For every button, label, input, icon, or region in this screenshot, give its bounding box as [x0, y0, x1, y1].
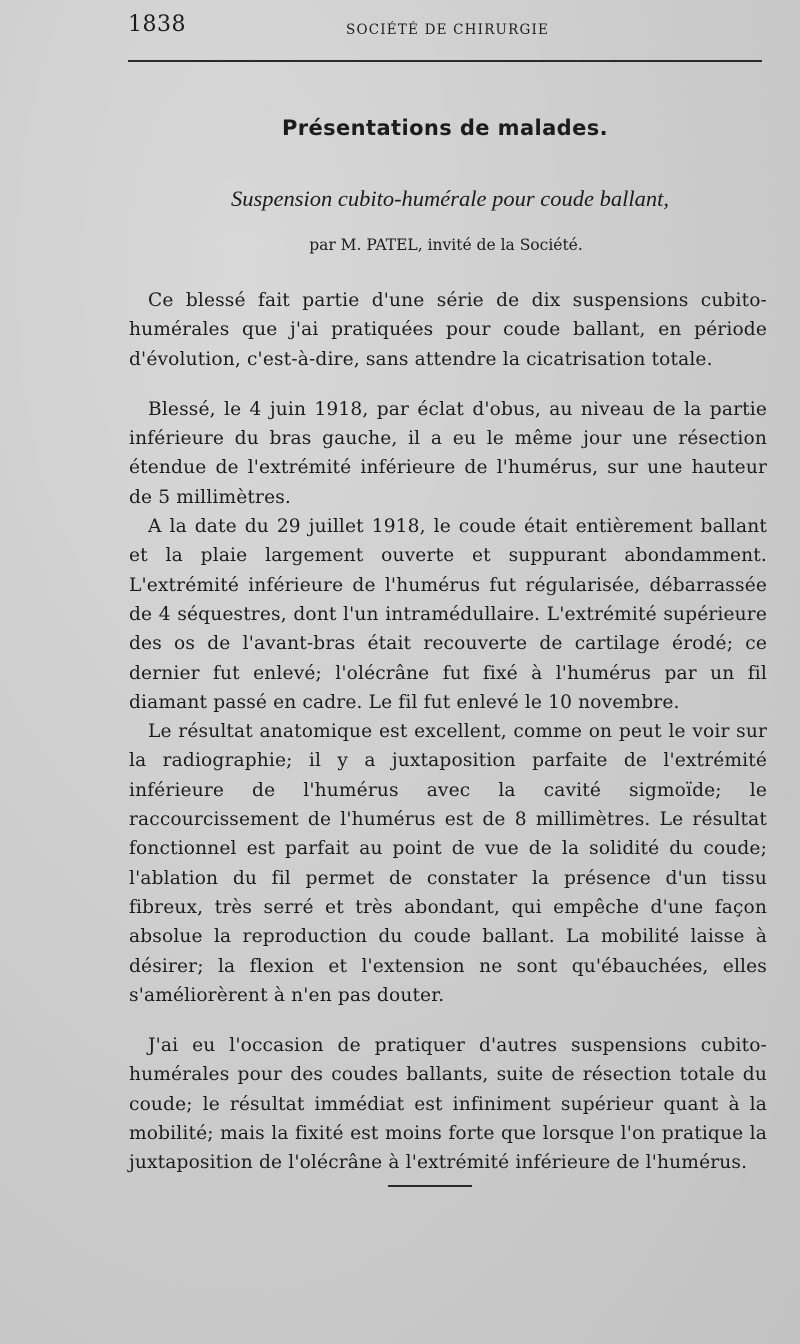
header-rule [128, 60, 762, 62]
paragraph-4: Le résultat anatomique est excellent, comme on peut le voir sur la radiographie; il y a juxtaposition parfaite de l'extrémité inférieure de l'humérus avec la cavité sigmoïde; le raccourcissement de l'humérus est de 8 millimètres. Le résultat fonctionnel est parfait au point de vue de la solidité du coude; l'ablation du fil permet de constater la présence d'un tissu fibreux, très serré et très abondant, qui empêche d'une façon absolue la reproduction du coude ballant. La mobilité laisse à désirer; la flexion et l'extension ne sont qu'ébauchées, elles s'améliorèrent à n'en pas douter. [129, 721, 767, 1006]
section-title: Présentations de malades. [281, 116, 609, 140]
running-header [128, 12, 762, 42]
paragraph-1: Ce blessé fait partie d'une série de dix suspensions cubito-humérales que j'ai pratiquées pour coude ballant, en période d'évolution, c'est-à-dire, sans attendre la cicatrisation totale. [129, 290, 767, 370]
paragraph-3: A la date du 29 juillet 1918, le coude était entièrement ballant et la plaie largement ouverte et suppurant abondamment. L'extrémité inférieure de l'humérus fut régularisée, débarrassée de 4 séquestres, dont l'un intramédullaire. L'extrémité supérieure des os de l'avant-bras était recouverte de cartilage érodé; ce dernier fut enlevé; l'olécrâne fut fixé à l'humérus par un fil diamant passé en cadre. Le fil fut enlevé le 10 novembre. [129, 516, 767, 713]
paragraph-5: J'ai eu l'occasion de pratiquer d'autres suspensions cubito-humérales pour des coudes ballants, suite de résection totale du coude; le résultat immédiat est infiniment supérieur quant à la mobilité; mais la fixité est moins forte que lorsque l'on pratique la juxtaposition de l'olécrâne à l'extrémité inférieure de l'humérus. [129, 1035, 767, 1174]
paragraph-2: Blessé, le 4 juin 1918, par éclat d'obus, au niveau de la partie inférieure du bras gauche, il a eu le même jour une résection étendue de l'extrémité inférieure de l'humérus, sur une hauteur de 5 millimètres. [129, 398, 767, 508]
article-title: Suspension cubito-humérale pour coude ballant, [230, 186, 670, 211]
closing-rule [388, 1185, 472, 1187]
page-number: 1838 [128, 12, 186, 37]
article-byline: par M. PATEL, invité de la Société. [309, 236, 583, 254]
running-title: SOCIÉTÉ DE CHIRURGIE [346, 22, 550, 38]
article-body [129, 286, 767, 1178]
